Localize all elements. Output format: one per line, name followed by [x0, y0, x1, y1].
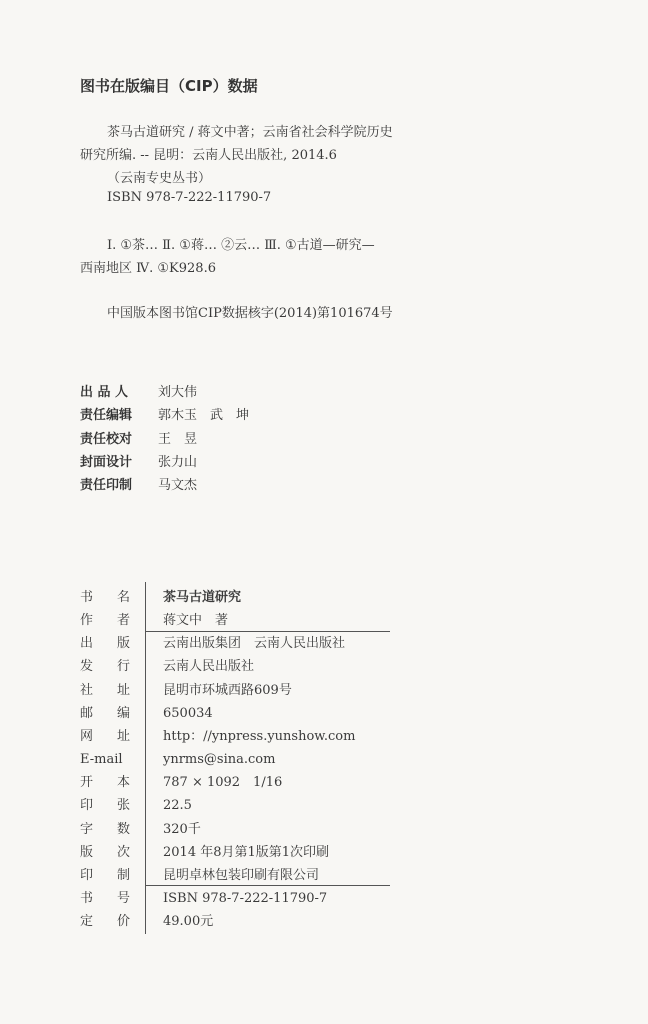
info-label: 书名 — [80, 590, 130, 605]
staff-label: 责任校对 — [80, 431, 133, 447]
staff-value: 刘大伟 — [158, 385, 198, 400]
table-divider-vertical — [145, 582, 146, 934]
cip-title: 图书在版编目（CIP）数据 — [80, 77, 258, 95]
info-value: 昆明卓林包装印刷有限公司 — [163, 867, 320, 883]
staff-value: 马文杰 — [158, 478, 198, 494]
staff-label: 出 品 人 — [80, 385, 129, 400]
info-label: 定价 — [80, 914, 130, 930]
staff-value: 王 昱 — [158, 431, 198, 447]
info-label: 发行 — [80, 659, 130, 675]
info-value: 茶马古道研究 — [163, 590, 242, 605]
info-value: 650034 — [163, 705, 213, 721]
staff-label: 封面设计 — [80, 454, 133, 470]
staff-label: 责任印制 — [80, 478, 133, 494]
info-value: 320千 — [163, 821, 201, 837]
info-label: 开本 — [80, 775, 130, 791]
staff-row — [80, 474, 197, 493]
staff-row — [80, 404, 249, 423]
cip-line: Ⅰ. ①茶… Ⅱ. ①蒋… ②云… Ⅲ. ①古道—研究— — [107, 238, 375, 253]
staff-value: 郭木玉 武 坤 — [158, 408, 250, 424]
info-label: E-mail — [80, 752, 123, 768]
info-label: 邮编 — [80, 705, 130, 721]
info-value: 2014 年8月第1版第1次印刷 — [163, 844, 330, 860]
cip-line: 中国版本图书馆CIP数据核字(2014)第101674号 — [107, 306, 393, 321]
info-value: 昆明市环城西路609号 — [163, 682, 292, 698]
info-value: ISBN 978-7-222-11790-7 — [163, 890, 328, 906]
cip-line: （云南专史丛书） — [107, 171, 212, 186]
cip-line: 西南地区 Ⅳ. ①K928.6 — [80, 261, 216, 276]
staff-row — [80, 428, 197, 447]
info-label: 社址 — [80, 682, 130, 698]
info-label: 出版 — [80, 636, 130, 652]
staff-value: 张力山 — [158, 454, 198, 470]
info-label: 书号 — [80, 890, 130, 906]
cip-line: 研究所编. -- 昆明：云南人民出版社, 2014.6 — [80, 148, 337, 163]
info-label: 印制 — [80, 867, 130, 883]
info-label: 版次 — [80, 844, 130, 860]
cip-line: ISBN 978-7-222-11790-7 — [107, 190, 272, 205]
info-value: 云南人民出版社 — [163, 659, 255, 675]
staff-label: 责任编辑 — [80, 408, 133, 424]
info-value: ynrms@sina.com — [163, 752, 276, 768]
cip-line: 茶马古道研究 / 蒋文中著；云南省社会科学院历史 — [107, 125, 393, 140]
staff-row — [80, 451, 197, 470]
info-value: http：//ynpress.yunshow.com — [163, 728, 356, 744]
info-label: 字数 — [80, 821, 130, 837]
info-label: 印张 — [80, 798, 130, 814]
info-label: 作者 — [80, 613, 130, 629]
info-value: 22.5 — [163, 798, 192, 814]
info-label: 网址 — [80, 728, 130, 744]
info-value: 49.00元 — [163, 914, 214, 930]
info-value: 蒋文中 著 — [163, 613, 229, 629]
staff-row — [80, 381, 197, 400]
info-value: 云南出版集团 云南人民出版社 — [163, 636, 346, 652]
info-value: 787 × 1092 1/16 — [163, 775, 283, 791]
